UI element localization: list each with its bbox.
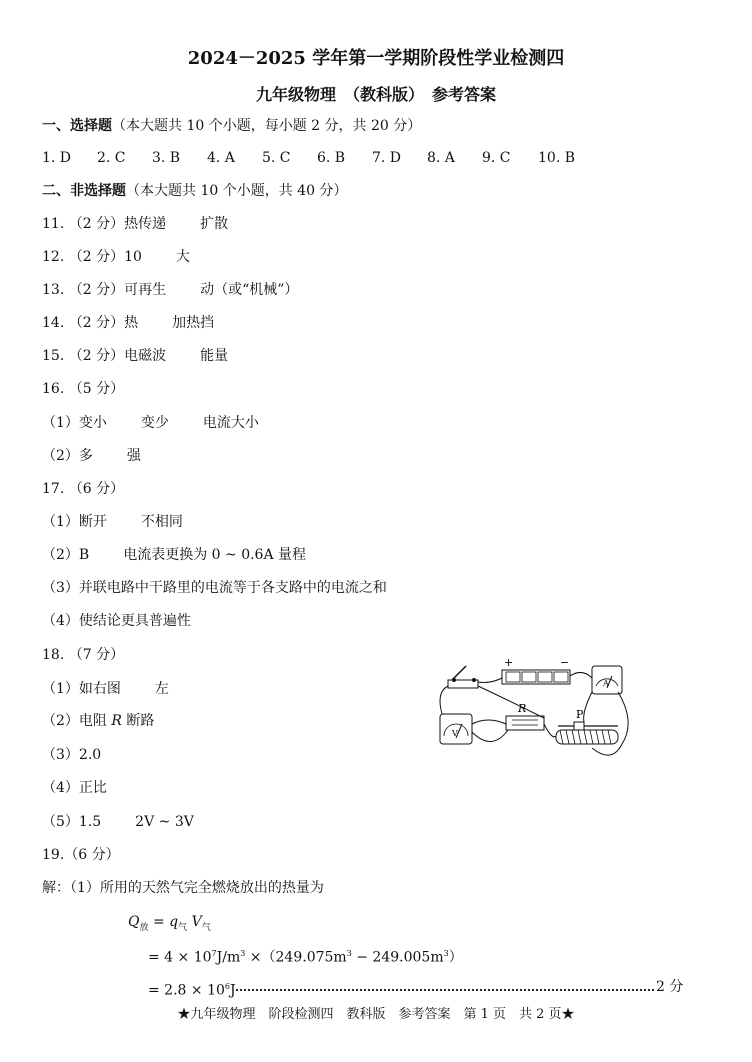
eq1-q: q (169, 914, 179, 930)
answer-q16-2 (42, 446, 141, 466)
answer-q12 (42, 247, 190, 267)
q16-2-a1: （2）多 (42, 448, 93, 464)
eq1-q-sub: 气 (178, 922, 188, 933)
eq3-post: J (229, 982, 236, 999)
score-leader-dots (236, 977, 654, 991)
section-1-title: 一、选择题 (42, 118, 112, 134)
page-subtitle: 九年级物理 （教科版） 参考答案 (255, 85, 496, 104)
answer-q11 (42, 214, 228, 234)
q18-5-a1: （5）1.5 (42, 814, 102, 830)
answer-q18-1 (42, 679, 169, 699)
q17-1-a2: 不相同 (140, 514, 183, 530)
q17-label: 17. （6 分） (42, 481, 125, 497)
eq3-exp: 6 (224, 982, 230, 991)
mc-answer: 10. B (538, 150, 576, 166)
section-2-heading (42, 181, 347, 201)
q18-2-var: R (111, 713, 122, 729)
battery-minus-label: − (560, 656, 570, 669)
answer-q18-2 (42, 711, 154, 731)
q19-equation-3 (148, 977, 236, 1001)
mc-answer: 7. D (372, 150, 402, 166)
battery-plus-label: + (504, 656, 514, 669)
q11-answer-1: 11. （2 分）热传递 (42, 216, 167, 232)
q16-label: 16. （5 分） (42, 381, 125, 397)
eq2-exp2: 3 (240, 949, 246, 958)
q14-answer-2: 加热挡 (172, 315, 215, 331)
page-footer: ★九年级物理 阶段检测四 教科版 参考答案 第 1 页 共 2 页★ (177, 1007, 575, 1022)
answer-q18-5 (42, 812, 194, 832)
q18-1-a1: （1）如右图 (42, 681, 121, 697)
resistor-label: R (518, 702, 527, 715)
q19-equation-1 (128, 912, 211, 938)
q16-1-a1: （1）变小 (42, 415, 107, 431)
q11-answer-2: 扩散 (200, 216, 229, 232)
q13-answer-1: 13. （2 分）可再生 (42, 282, 167, 298)
q16-1-a3: 电流大小 (202, 415, 259, 431)
section-1-heading (42, 116, 421, 136)
mc-answer: 5. C (262, 150, 291, 166)
q18-2-post: 断路 (121, 713, 155, 729)
eq2-rest2: − 249.005m (351, 949, 444, 966)
slider-label: P (576, 708, 584, 721)
q12-answer-1: 12. （2 分）10 (42, 249, 142, 265)
q18-5-a2: 2V ~ 3V (135, 814, 194, 830)
eq3-pre: = 2.8 × 10 (148, 982, 225, 999)
mc-answer: 9. C (482, 150, 511, 166)
q18-1-a2: 左 (154, 681, 169, 697)
mc-answer: 1. D (42, 150, 72, 166)
voltmeter-label: V (452, 729, 458, 738)
answer-q13 (42, 280, 298, 300)
circuit-diagram (432, 652, 636, 772)
answer-q18-4: （4）正比 (42, 780, 107, 796)
eq2-exp4: 3 (443, 949, 449, 958)
eq1-Q: Q (128, 914, 140, 930)
q13-answer-2: 动（或“机械”） (200, 282, 299, 298)
answer-q16-1 (42, 413, 259, 433)
mc-answer: 3. B (152, 150, 181, 166)
q18-label: 18. （7 分） (42, 647, 125, 663)
q19-score: 2 分 (656, 979, 684, 995)
eq1-Q-sub: 放 (139, 922, 149, 933)
q16-2-a2: 强 (126, 448, 141, 464)
answer-q17-3: （3）并联电路中干路里的电流等于各支路中的电流之和 (42, 580, 387, 596)
eq1-equals: = (148, 914, 170, 930)
q17-2-a1: （2）B (42, 547, 90, 563)
mc-answer: 4. A (207, 150, 235, 166)
mc-answer: 8. A (427, 150, 455, 166)
switch-icon (448, 666, 478, 688)
q18-2-pre: （2）电阻 (42, 713, 112, 729)
answer-q18-3: （3）2.0 (42, 747, 102, 763)
eq2-exp1: 7 (211, 949, 217, 958)
q19-equation-2 (148, 944, 463, 968)
answer-q17-1 (42, 512, 183, 532)
q15-answer-1: 15. （2 分）电磁波 (42, 348, 167, 364)
ammeter-label: A (603, 679, 609, 688)
q17-1-a1: （1）断开 (42, 514, 107, 530)
eq1-V: V (191, 914, 202, 930)
page-title: 2024－2025 学年第一学期阶段性学业检测四 (187, 48, 565, 69)
answer-q15 (42, 346, 228, 366)
eq2-exp3: 3 (346, 949, 352, 958)
q16-1-a2: 变少 (140, 415, 169, 431)
eq2-rest: ×（249.075m (245, 949, 347, 966)
q12-answer-2: 大 (175, 249, 190, 265)
answer-q17-4: （4）使结论更具普遍性 (42, 613, 191, 629)
q19-label: 19.（6 分） (42, 847, 120, 863)
section-1-note: （本大题共 10 个小题，每小题 2 分，共 20 分） (112, 118, 422, 134)
eq2-pre: = 4 × 10 (148, 949, 212, 966)
battery-icon (502, 670, 570, 684)
eq1-V-sub: 气 (201, 922, 211, 933)
q15-answer-2: 能量 (200, 348, 229, 364)
answer-q14 (42, 313, 214, 333)
section-2-title: 二、非选择题 (42, 183, 126, 199)
q14-answer-1: 14. （2 分）热 (42, 315, 139, 331)
q17-2-a2: 电流表更换为 0 ~ 0.6A 量程 (123, 547, 307, 563)
mc-answer: 2. C (97, 150, 126, 166)
section-2-note: （本大题共 10 个小题，共 40 分） (126, 183, 348, 199)
answer-q17-2 (42, 545, 306, 565)
resistor-icon (506, 716, 544, 730)
q19-solution-intro: 解：（1）所用的天然气完全燃烧放出的热量为 (42, 880, 324, 896)
eq2-rest3: ） (448, 949, 463, 966)
mc-answer: 6. B (317, 150, 346, 166)
rheostat-icon (556, 722, 618, 744)
eq2-mid: J/m (216, 949, 241, 966)
